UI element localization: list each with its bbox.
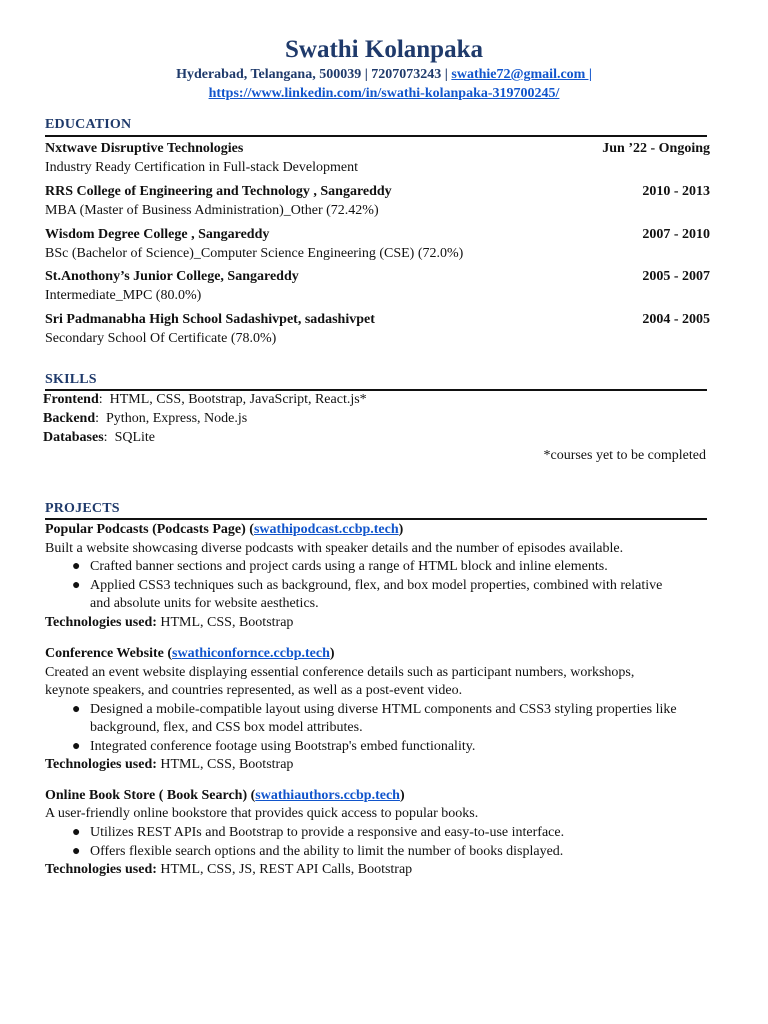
skill-value: SQLite bbox=[114, 430, 156, 445]
contact-line bbox=[0, 67, 768, 83]
skills-note: *courses yet to be completed bbox=[543, 448, 706, 463]
project-heading: Online Book Store ( Book Search) (swathiauthors.ccbp.tech) bbox=[45, 788, 405, 803]
project-name: Conference Website bbox=[45, 646, 164, 661]
edu-detail: Industry Ready Certification in Full-stack Development bbox=[45, 160, 358, 175]
address-phone: Hyderabad, Telangana, 500039 | 7207073243 | bbox=[176, 67, 452, 82]
tech-value: HTML, CSS, Bootstrap bbox=[160, 615, 294, 630]
project-bullet: Crafted banner sections and project cards using a range of HTML block and inline elements. bbox=[90, 559, 608, 574]
project-name: Popular Podcasts (Podcasts Page) bbox=[45, 522, 246, 537]
bullet-icon: ● bbox=[72, 844, 81, 859]
skills-title: SKILLS bbox=[45, 372, 97, 387]
edu-dates: 2004 - 2005 bbox=[642, 312, 710, 327]
bullet-icon: ● bbox=[72, 702, 81, 717]
project-heading: Popular Podcasts (Podcasts Page) (swathipodcast.ccbp.tech) bbox=[45, 522, 404, 537]
project-link[interactable]: swathiauthors.ccbp.tech bbox=[255, 788, 400, 803]
project-bullet-cont: and absolute units for website aesthetics. bbox=[90, 596, 319, 611]
edu-detail: MBA (Master of Business Administration)_Other (72.42%) bbox=[45, 203, 379, 218]
skill-row: Databases: SQLite bbox=[43, 430, 156, 445]
project-tech bbox=[45, 757, 293, 773]
edu-dates: 2010 - 2013 bbox=[642, 184, 710, 199]
edu-school: St.Anothony’s Junior College, Sangareddy bbox=[45, 269, 299, 284]
project-tech bbox=[45, 615, 293, 631]
skill-label: Backend bbox=[43, 411, 96, 426]
tech-label: Technologies used: bbox=[45, 757, 157, 772]
bullet-icon: ● bbox=[72, 825, 81, 840]
skill-row: Backend: Python, Express, Node.js bbox=[43, 411, 248, 426]
project-bullet: Utilizes REST APIs and Bootstrap to provide a responsive and easy-to-use interface. bbox=[90, 825, 565, 840]
skill-row: Frontend: HTML, CSS, Bootstrap, JavaScript, React.js* bbox=[43, 392, 367, 407]
skill-label: Frontend bbox=[43, 392, 99, 407]
edu-dates: Jun ’22 - Ongoing bbox=[602, 141, 710, 156]
tech-label: Technologies used: bbox=[45, 862, 157, 877]
skills-divider bbox=[45, 389, 707, 391]
education-divider bbox=[45, 135, 707, 137]
edu-detail: BSc (Bachelor of Science)_Computer Science Engineering (CSE) (72.0%) bbox=[45, 246, 464, 261]
project-bullet-cont: background, flex, and CSS box model attributes. bbox=[90, 720, 363, 735]
email-link[interactable]: swathie72@gmail.com | bbox=[451, 67, 592, 82]
edu-school: Wisdom Degree College , Sangareddy bbox=[45, 227, 270, 242]
edu-dates: 2005 - 2007 bbox=[642, 269, 710, 284]
project-name: Online Book Store ( Book Search) bbox=[45, 788, 248, 803]
edu-school: RRS College of Engineering and Technology , Sangareddy bbox=[45, 184, 392, 199]
project-description: A user-friendly online bookstore that provides quick access to popular books. bbox=[45, 806, 479, 821]
project-link[interactable]: swathipodcast.ccbp.tech bbox=[253, 522, 399, 537]
projects-title: PROJECTS bbox=[45, 501, 120, 516]
bullet-icon: ● bbox=[72, 578, 81, 593]
project-link[interactable]: swathiconfornce.ccbp.tech bbox=[172, 646, 330, 661]
linkedin-line bbox=[0, 86, 768, 102]
tech-label: Technologies used: bbox=[45, 615, 157, 630]
project-bullet: Applied CSS3 techniques such as background, flex, and box model properties, combined with relative bbox=[90, 578, 663, 593]
edu-dates: 2007 - 2010 bbox=[642, 227, 710, 242]
skill-label: Databases bbox=[43, 430, 104, 445]
tech-value: HTML, CSS, JS, REST API Calls, Bootstrap bbox=[160, 862, 413, 877]
edu-school: Sri Padmanabha High School Sadashivpet, sadashivpet bbox=[45, 312, 375, 327]
skill-value: Python, Express, Node.js bbox=[106, 411, 248, 426]
skill-value: HTML, CSS, Bootstrap, JavaScript, React.js* bbox=[109, 392, 367, 407]
project-tech bbox=[45, 862, 412, 878]
candidate-name: Swathi Kolanpaka bbox=[285, 36, 483, 63]
tech-value: HTML, CSS, Bootstrap bbox=[160, 757, 294, 772]
bullet-icon: ● bbox=[72, 739, 81, 754]
project-description: Built a website showcasing diverse podcasts with speaker details and the number of episodes available. bbox=[45, 541, 624, 556]
edu-school: Nxtwave Disruptive Technologies bbox=[45, 141, 244, 156]
project-bullet: Integrated conference footage using Bootstrap's embed functionality. bbox=[90, 739, 476, 754]
project-heading: Conference Website (swathiconfornce.ccbp.tech) bbox=[45, 646, 335, 661]
projects-divider bbox=[45, 518, 707, 520]
education-title: EDUCATION bbox=[45, 117, 132, 132]
project-bullet: Offers flexible search options and the ability to limit the number of books displayed. bbox=[90, 844, 564, 859]
bullet-icon: ● bbox=[72, 559, 81, 574]
project-description: keynote speakers, and countries represented, as well as a post-event video. bbox=[45, 683, 463, 698]
project-bullet: Designed a mobile-compatible layout using diverse HTML components and CSS3 styling properties like bbox=[90, 702, 677, 717]
edu-detail: Intermediate_MPC (80.0%) bbox=[45, 288, 202, 303]
edu-detail: Secondary School Of Certificate (78.0%) bbox=[45, 331, 277, 346]
linkedin-link[interactable]: https://www.linkedin.com/in/swathi-kolanpaka-319700245/ bbox=[208, 86, 560, 101]
project-description: Created an event website displaying essential conference details such as participant numbers, workshops, bbox=[45, 665, 635, 680]
